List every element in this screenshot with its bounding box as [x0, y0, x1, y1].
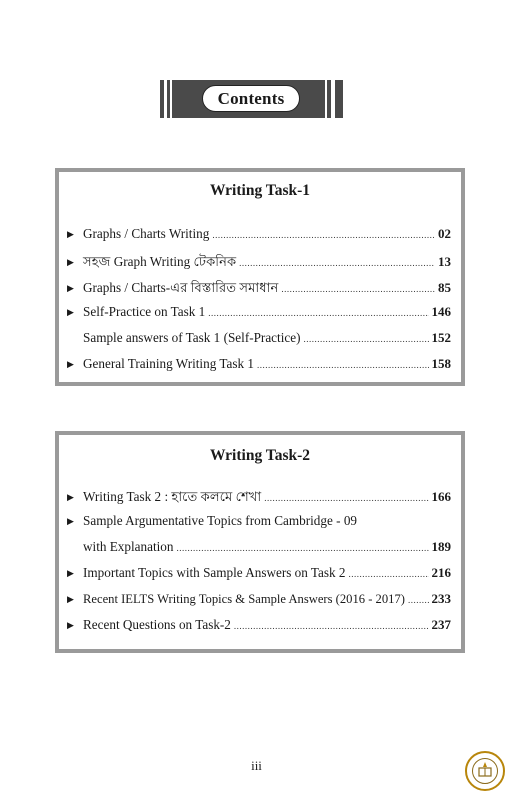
contents-title: Contents — [217, 88, 285, 108]
toc-entry-text: Important Topics with Sample Answers on Task 2 — [83, 565, 346, 580]
toc-entry[interactable] — [67, 487, 451, 507]
leader-dots — [234, 621, 429, 631]
banner-stripe — [170, 80, 172, 118]
toc-entry[interactable] — [67, 539, 451, 559]
toc-entry-page: 02 — [438, 226, 451, 241]
banner-stripe — [164, 80, 167, 118]
section-writing-task-1 — [55, 168, 465, 386]
toc-entry-text: Sample answers of Task 1 (Self-Practice) — [83, 330, 301, 345]
publisher-seal-icon — [465, 751, 505, 791]
toc-entry[interactable] — [67, 617, 451, 637]
triangle-right-icon: ▶ — [67, 594, 74, 604]
toc-entry-page: 189 — [431, 539, 451, 554]
toc-entry-text: Recent Questions on Task-2 — [83, 617, 231, 632]
triangle-right-icon: ▶ — [67, 307, 74, 317]
section-writing-task-2 — [55, 431, 465, 653]
toc-entry[interactable] — [67, 278, 451, 298]
triangle-right-icon: ▶ — [67, 229, 74, 239]
toc-entry-page: 146 — [431, 304, 451, 319]
toc-entry[interactable] — [67, 304, 451, 324]
toc-entry-text: Graphs / Charts Writing — [83, 226, 210, 241]
section-title: Writing Task-1 — [209, 182, 311, 199]
toc-entry-text: Graphs / Charts-এর বিস্তারিত সমাধান — [83, 280, 279, 295]
toc-entry-text: সহজ Graph Writing টেকনিক — [83, 254, 237, 269]
toc-entry[interactable] — [67, 591, 451, 611]
contents-banner — [160, 80, 343, 118]
toc-entry-text: Sample Argumentative Topics from Cambridge - 09 — [83, 513, 358, 528]
toc-entry[interactable] — [67, 513, 451, 533]
triangle-right-icon: ▶ — [67, 257, 74, 267]
contents-title-pill — [202, 85, 300, 112]
toc-entry[interactable] — [67, 356, 451, 376]
page-number: iii — [251, 758, 262, 773]
toc-entry-page: 233 — [431, 591, 451, 606]
leader-dots — [208, 308, 428, 318]
leader-dots — [349, 569, 429, 579]
leader-dots — [264, 493, 428, 503]
toc-entry-text: Recent IELTS Writing Topics & Sample Answers (2016 - 2017) — [83, 592, 405, 606]
leader-dots — [303, 334, 428, 344]
banner-stripe — [325, 80, 327, 118]
toc-entry-text: Writing Task 2 : হাতে কলমে শেখা — [83, 489, 262, 504]
toc-entry-page: 158 — [431, 356, 451, 371]
leader-dots — [176, 543, 428, 553]
toc-entry[interactable] — [67, 330, 451, 350]
toc-entry-page: 152 — [431, 330, 451, 345]
triangle-right-icon: ▶ — [67, 516, 74, 526]
toc-entry-page: 85 — [438, 280, 451, 295]
section-title: Writing Task-2 — [209, 447, 311, 464]
toc-entry-text: General Training Writing Task 1 — [83, 356, 254, 371]
toc-entry-page: 13 — [438, 254, 451, 269]
leader-dots — [281, 284, 435, 294]
triangle-right-icon: ▶ — [67, 492, 74, 502]
toc-entry[interactable] — [67, 565, 451, 585]
leader-dots — [408, 595, 429, 605]
triangle-right-icon: ▶ — [67, 359, 74, 369]
toc-entry-text: with Explanation — [83, 539, 174, 554]
leader-dots — [212, 230, 435, 240]
toc-entry-page: 166 — [431, 489, 451, 504]
toc-entry-page: 216 — [431, 565, 451, 580]
toc-entry-text: Self-Practice on Task 1 — [83, 304, 206, 319]
toc-entry-page: 237 — [431, 617, 451, 632]
leader-dots — [239, 258, 435, 268]
triangle-right-icon: ▶ — [67, 283, 74, 293]
triangle-right-icon: ▶ — [67, 568, 74, 578]
leader-dots — [257, 360, 429, 370]
toc-entry[interactable] — [67, 252, 451, 272]
triangle-right-icon: ▶ — [67, 620, 74, 630]
toc-entry[interactable] — [67, 226, 451, 246]
banner-stripe — [331, 80, 335, 118]
seal-emblem-icon — [467, 753, 503, 789]
